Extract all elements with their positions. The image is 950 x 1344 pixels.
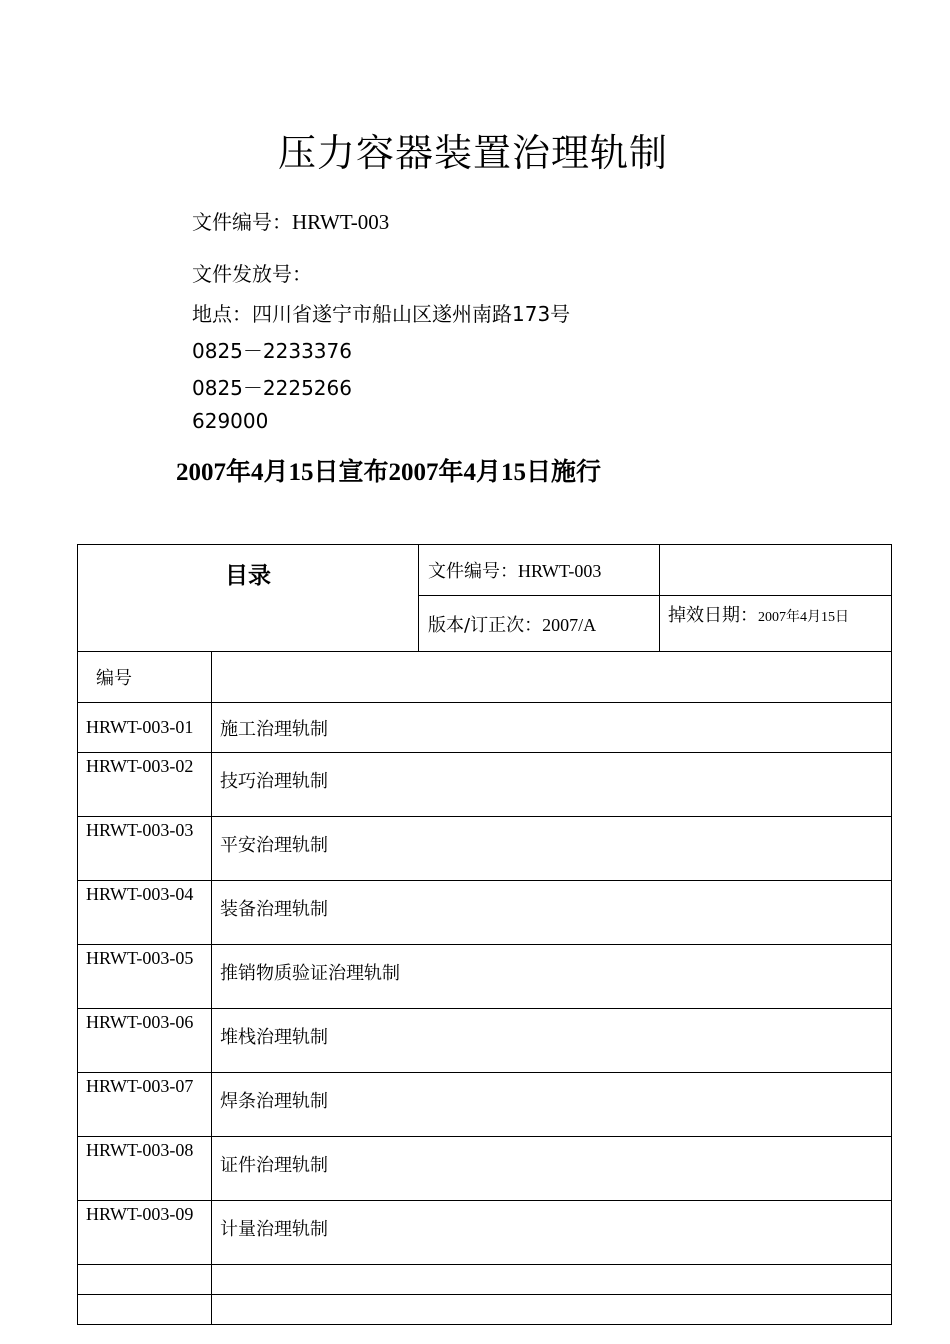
table-row <box>78 1201 892 1265</box>
row-name: 推销物质验证治理轨制 <box>212 945 892 1009</box>
row-name: 施工治理轨制 <box>212 703 892 753</box>
toc-empty-cell <box>660 545 892 596</box>
postcode-line: 629000 <box>192 409 269 433</box>
row-name: 堆栈治理轨制 <box>212 1009 892 1073</box>
table-row <box>78 881 892 945</box>
table-row <box>78 1073 892 1137</box>
toc-date-label: 掉效日期： <box>668 605 758 626</box>
toc-version-value: 2007/A <box>542 614 597 635</box>
file-number-line <box>192 206 389 235</box>
toc-file-number-value: HRWT-003 <box>518 561 602 581</box>
row-code: HRWT-003-06 <box>78 1009 212 1073</box>
phone-line-1: 0825－2233376 <box>192 339 352 363</box>
phone-line-2: 0825－2225266 <box>192 376 352 400</box>
address-line: 地点：四川省遂宁市船山区遂州南路173号 <box>192 302 571 326</box>
empty-cell <box>78 1265 212 1295</box>
table-row <box>78 945 892 1009</box>
table-row <box>78 817 892 881</box>
toc-version-cell <box>419 596 660 652</box>
row-code: HRWT-003-02 <box>78 753 212 817</box>
row-code: HRWT-003-03 <box>78 817 212 881</box>
toc-column-name-header <box>212 652 892 703</box>
row-name: 装备治理轨制 <box>212 881 892 945</box>
table-row <box>78 703 892 753</box>
empty-cell <box>212 1295 892 1325</box>
row-code: HRWT-003-05 <box>78 945 212 1009</box>
publish-date-line: 2007年4月15日宣布2007年4月15日施行 <box>176 459 602 486</box>
toc-file-number-cell <box>419 545 660 596</box>
row-name: 证件治理轨制 <box>212 1137 892 1201</box>
toc-version-label: 版本/订正次： <box>428 614 543 636</box>
table-row-empty <box>78 1295 892 1325</box>
table-row <box>78 753 892 817</box>
toc-header-row-1 <box>78 545 892 596</box>
toc-column-code-header: 编号 <box>78 652 212 703</box>
row-code: HRWT-003-09 <box>78 1201 212 1265</box>
issue-number-line: 文件发放号： <box>192 262 312 286</box>
row-code: HRWT-003-08 <box>78 1137 212 1201</box>
file-number-value: HRWT-003 <box>292 210 390 234</box>
table-row-empty <box>78 1265 892 1295</box>
toc-title: 目录 <box>225 563 271 589</box>
row-code: HRWT-003-01 <box>78 703 212 753</box>
row-name: 平安治理轨制 <box>212 817 892 881</box>
toc-title-cell <box>78 545 419 652</box>
document-title: 压力容器装置治理轨制 <box>277 131 668 175</box>
file-number-label: 文件编号： <box>192 210 292 234</box>
row-code: HRWT-003-07 <box>78 1073 212 1137</box>
row-name: 计量治理轨制 <box>212 1201 892 1265</box>
toc-column-header-row <box>78 652 892 703</box>
empty-cell <box>78 1295 212 1325</box>
table-row <box>78 1137 892 1201</box>
toc-table <box>77 544 892 1325</box>
toc-file-number-label: 文件编号： <box>428 561 518 582</box>
row-name: 焊条治理轨制 <box>212 1073 892 1137</box>
empty-cell <box>212 1265 892 1295</box>
toc-date-cell <box>660 596 892 652</box>
row-code: HRWT-003-04 <box>78 881 212 945</box>
table-row <box>78 1009 892 1073</box>
row-name: 技巧治理轨制 <box>212 753 892 817</box>
toc-date-value: 2007年4月15日 <box>758 610 849 625</box>
